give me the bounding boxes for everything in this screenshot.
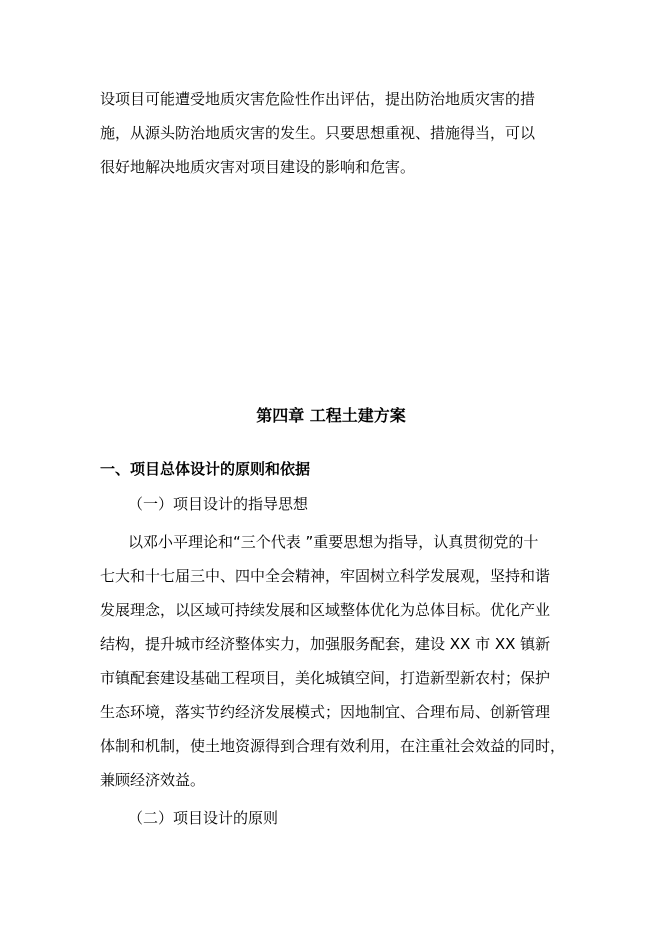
body-line-4: 结构，提升城市经济整体实力，加强服务配套，建设 XX 市 XX 镇新	[100, 635, 551, 653]
body-line-5: 市镇配套建设基础工程项目，美化城镇空间，打造新型新农村；保护	[100, 669, 551, 687]
body-line-7: 体制和机制，使土地资源得到合理有效利用，在注重社会效益的同时，	[100, 737, 566, 755]
subsection-2-title: （二）项目设计的原则	[128, 809, 279, 827]
subsection-1-title: （一）项目设计的指导思想	[128, 495, 309, 513]
body-line-2: 七大和十七届三中、四中全会精神，牢固树立科学发展观，坚持和谐	[100, 567, 551, 585]
body-line-8: 兼顾经济效益。	[100, 771, 206, 789]
chapter-title: 第四章 工程土建方案	[256, 406, 406, 425]
intro-line-1: 设项目可能遭受地质灾害危险性作出评估，提出防治地质灾害的措	[100, 90, 536, 108]
body-line-1: 以邓小平理论和“三个代表 ”重要思想为指导，认真贯彻党的十	[128, 533, 539, 551]
body-line-6: 生态环境，落实节约经济发展模式；因地制宜、合理布局、创新管理	[100, 703, 551, 721]
section-1-title: 一、项目总体设计的原则和依据	[100, 460, 311, 478]
intro-line-3: 很好地解决地质灾害对项目建设的影响和危害。	[100, 158, 416, 176]
intro-line-2: 施，从源头防治地质灾害的发生。只要思想重视、措施得当，可以	[100, 124, 536, 142]
body-line-3: 发展理念，以区域可持续发展和区域整体优化为总体目标。优化产业	[100, 601, 551, 619]
